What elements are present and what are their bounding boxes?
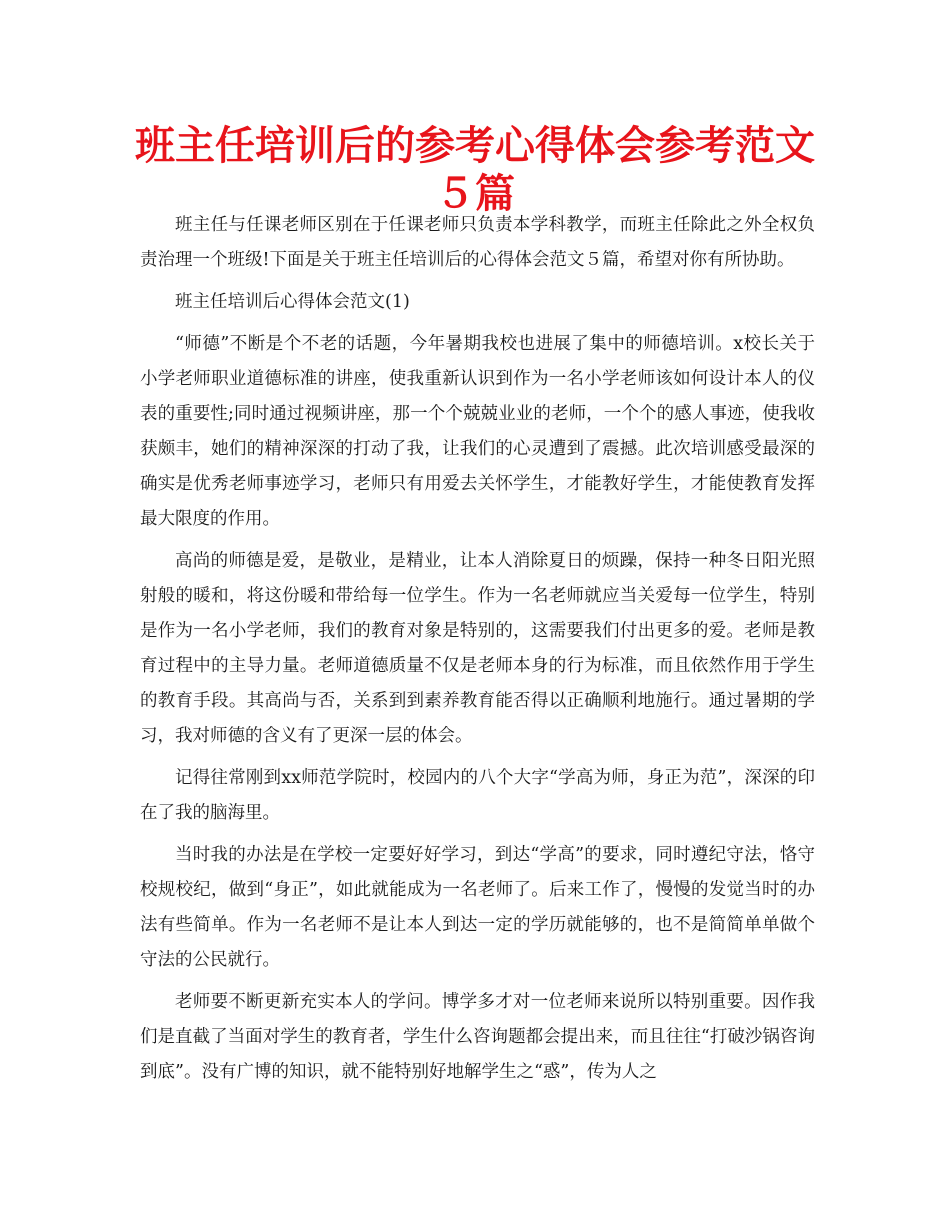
paragraph: 记得往常刚到xx师范学院时，校园内的八个大字“学高为师，身正为范”，深深的印在了我的脑海里。 xyxy=(140,768,815,823)
paragraph: 当时我的办法是在学校一定要好好学习，到达“学高”的要求，同时遵纪守法，恪守校规校纪，做到“身正”，如此就能成为一名老师了。后来工作了，慢慢的发觉当时的办法有些简单。作为一名老师不是让本人到达一定的学历就能够的，也不是简简单单做个守法的公民就行。 xyxy=(140,845,815,970)
document-title: 班主任培训后的参考心得体会参考范文５篇 xyxy=(135,122,815,217)
paragraph-intro: 班主任与任课老师区别在于任课老师只负责本学科教学，而班主任除此之外全权负责治理一个班级!下面是关于班主任培训后的心得体会范文５篇，希望对你有所协助。 xyxy=(140,215,815,270)
document-body xyxy=(140,208,815,1097)
section-heading: 班主任培训后心得体会范文(1) xyxy=(175,292,410,312)
paragraph: 老师要不断更新充实本人的学问。博学多才对一位老师来说所以特别重要。因作我们是直截了当面对学生的教育者，学生什么咨询题都会提出来，而且往往“打破沙锅咨询到底”。没有广博的知识，就不能特别好地解学生之“惑”，传为人之 xyxy=(140,992,815,1082)
paragraph: 高尚的师德是爱，是敬业，是精业，让本人消除夏日的烦躁，保持一种冬日阳光照射般的暖和，将这份暖和带给每一位学生。作为一名老师就应当关爱每一位学生，特别是作为一名小学老师，我们的教育对象是特别的，这需要我们付出更多的爱。老师是教育过程中的主导力量。老师道德质量不仅是老师本身的行为标准，而且依然作用于学生的教育手段。其高尚与否，关系到到素养教育能否得以正确顺利地施行。通过暑期的学习，我对师德的含义有了更深一层的体会。 xyxy=(140,551,815,746)
paragraph: “师德”不断是个不老的话题，今年暑期我校也进展了集中的师德培训。x校长关于小学老师职业道德标准的讲座，使我重新认识到作为一名小学老师该如何设计本人的仪表的重要性;同时通过视频讲座，那一个个兢兢业业的老师，一个个的感人事迹，使我收获颇丰，她们的精神深深的打动了我，让我们的心灵遭到了震撼。此次培训感受最深的确实是优秀老师事迹学习，老师只有用爱去关怀学生，才能教好学生，才能使教育发挥最大限度的作用。 xyxy=(140,334,815,529)
